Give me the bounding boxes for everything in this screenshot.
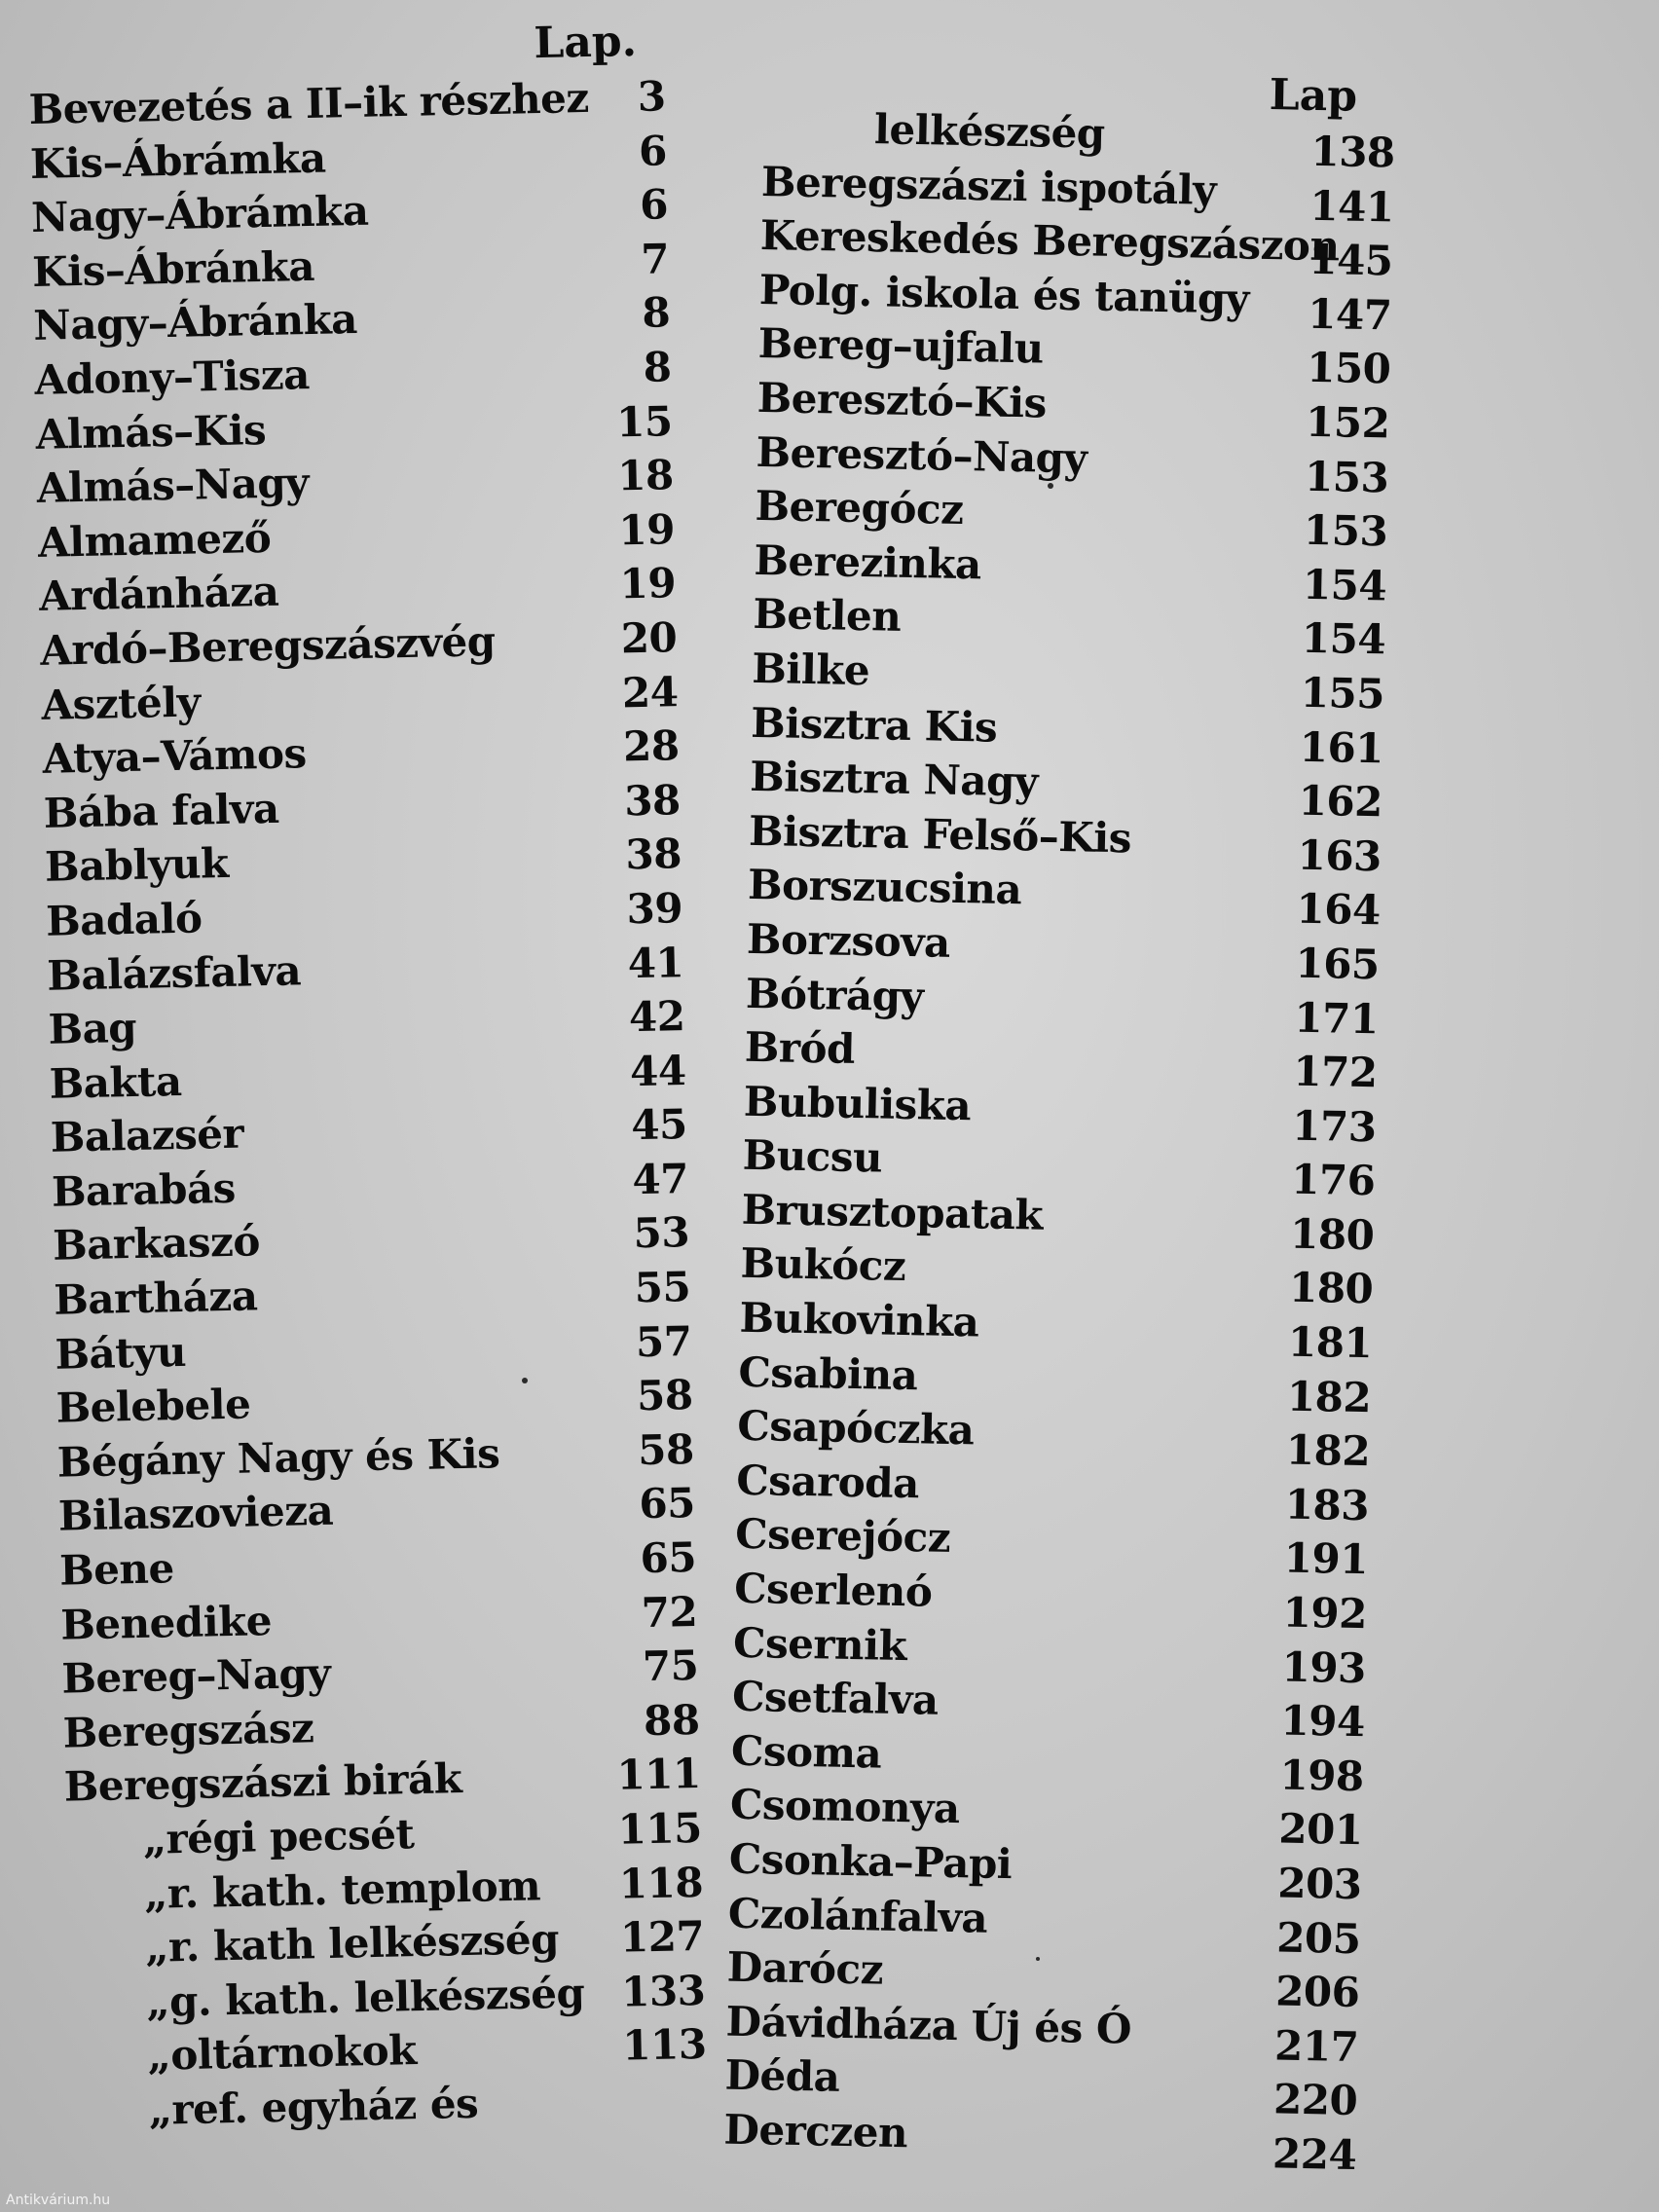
entry-title: „g. kath. lelkészség [145,1969,585,2026]
entry-page-number: 152 [1305,397,1390,448]
entry-title: Borszucsina [747,861,1022,914]
entry-page-number: 182 [1286,1372,1372,1421]
entry-title: Polg. iskola és tanügy [758,265,1250,323]
entry-title: Beregócz [755,482,964,535]
entry-title: Bubuliska [743,1077,972,1129]
entry-page-number: 20 [620,613,678,663]
entry-title: Berezinka [754,535,982,589]
entry-page-number: 180 [1288,1264,1374,1313]
entry-title: Bégány Nagy és Kis [56,1429,500,1487]
entry-title: „r. kath lelkészség [144,1915,560,1972]
entry-page-number: 176 [1290,1155,1376,1205]
right-index-column [723,29,1396,2180]
entry-page-number: 127 [619,1912,705,1962]
entry-title: Nagy–Ábrámka [30,186,369,242]
entry-page-number: 72 [641,1587,698,1637]
entry-page-number: 8 [643,343,672,391]
entry-page-number: 45 [630,1100,688,1150]
left-index-list [28,72,708,2143]
ink-speck [1048,483,1053,489]
entry-title: Bablyuk [44,839,230,892]
entry-title: Déda [724,2050,840,2102]
entry-page-number: 28 [622,721,681,771]
entry-page-number: 141 [1309,181,1395,232]
entry-title: Ardánháza [38,568,279,621]
entry-page-number: 173 [1291,1101,1377,1151]
entry-title: Csonka–Papi [728,1834,1013,1889]
entry-title: Csomonya [729,1781,961,1833]
entry-title: Balázsfalva [46,945,302,1000]
entry-page-number: 198 [1279,1751,1365,1800]
entry-page-number: 38 [623,775,682,826]
entry-title: Adony–Tisza [34,350,311,404]
entry-page-number: 57 [635,1316,692,1366]
entry-title: Atya–Vámos [42,729,308,783]
entry-title: Barabás [51,1163,237,1216]
entry-title: Csernik [732,1618,907,1670]
entry-page-number: 154 [1302,560,1387,610]
entry-title: Kereskedés Beregszászon [759,211,1340,271]
entry-page-number: 118 [618,1858,704,1908]
entry-page-number: 161 [1299,722,1384,772]
entry-page-number: 155 [1300,668,1385,719]
entry-title: Bótrágy [745,969,924,1020]
entry-page-number: 15 [615,396,674,446]
entry-page-number: 181 [1287,1317,1373,1368]
entry-page-number: 18 [616,451,675,500]
entry-title: „ref. egyház és [148,2079,479,2134]
entry-title: Bakta [49,1056,183,1108]
entry-page-number: 19 [619,559,677,608]
entry-title: Cserejócz [734,1510,951,1563]
entry-page-number: 165 [1295,939,1381,989]
entry-title: Ardó–Beregszászvég [39,617,497,675]
entry-title: Bukovinka [739,1293,979,1346]
entry-page-number: 113 [621,2020,708,2071]
entry-title: Benedike [59,1596,273,1649]
entry-page-number: 19 [617,504,676,555]
entry-title: Beresztó–Kis [756,373,1048,427]
entry-title: Bucsu [742,1131,883,1182]
entry-title: „r. kath. templom [143,1861,541,1918]
entry-title: Bukócz [740,1239,906,1291]
entry-title: lelkészség [873,105,1106,158]
entry-page-number: 8 [642,288,671,338]
entry-page-number: 164 [1296,884,1382,935]
entry-page-number: 55 [634,1263,691,1312]
entry-page-number: 88 [643,1695,701,1745]
entry-page-number: 205 [1275,1913,1361,1963]
right-index-list [723,103,1396,2180]
ink-speck [522,1378,528,1383]
entry-page-number: 163 [1297,830,1382,881]
entry-title: Barkaszó [52,1217,261,1271]
index-entry [723,2105,1357,2180]
entry-title: Bag [48,1003,137,1053]
entry-title: Bába falva [43,784,280,837]
entry-title: Derczen [723,2105,908,2157]
entry-title: Asztély [41,677,202,729]
entry-title: Almás–Nagy [36,459,310,513]
entry-title: Almamező [37,513,272,567]
entry-page-number: 182 [1285,1425,1371,1476]
entry-page-number: 153 [1303,505,1388,556]
entry-title: Bereg–ujfalu [757,319,1045,373]
entry-title: Dávidháza Új és Ó [725,1997,1132,2053]
entry-title: Czolánfalva [727,1889,988,1942]
entry-page-number: 217 [1273,2021,1359,2071]
entry-page-number: 47 [631,1154,689,1204]
entry-page-number: 172 [1292,1047,1379,1097]
entry-page-number: 192 [1282,1588,1368,1639]
entry-title: Almás–Kis [35,405,267,459]
entry-page-number: 6 [639,180,669,230]
entry-title: Nagy–Ábránka [32,295,358,350]
entry-title: Csoma [730,1726,882,1778]
left-page-header: Lap. [533,16,638,69]
entry-page-number: 147 [1307,289,1392,340]
entry-title: Kis–Ábrámka [29,133,326,188]
entry-title: Csabina [738,1347,918,1399]
entry-title: Bátyu [54,1327,187,1379]
entry-page-number: 203 [1276,1859,1363,1909]
entry-title: Cserlenó [733,1564,933,1616]
entry-page-number: 38 [624,830,682,879]
entry-page-number: 24 [621,667,679,717]
entry-page-number: 206 [1274,1967,1360,2017]
entry-title: Borzsova [746,914,951,967]
entry-page-number: 65 [640,1532,697,1583]
entry-page-number: 180 [1289,1209,1375,1260]
entry-title: Csetfalva [731,1672,940,1724]
entry-title: Bartháza [53,1272,258,1324]
ink-speck [1036,1957,1040,1961]
entry-title: Bilaszovieza [57,1487,334,1541]
entry-page-number: 133 [620,1966,706,2016]
entry-title: Beregszász [62,1704,314,1757]
entry-page-number: 65 [638,1479,696,1529]
entry-title: Beregszászi ispotály [760,157,1217,214]
entry-title: Bevezetés a II–ik részhez [28,73,590,133]
entry-page-number: 138 [1310,127,1396,177]
entry-page-number: 145 [1308,235,1394,285]
entry-page-number: 193 [1281,1642,1367,1692]
entry-title: Bisztra Felső–Kis [748,806,1132,863]
entry-title: „oltárnokok [147,2026,418,2081]
entry-title: Balazsér [50,1109,244,1162]
entry-title: Bereg–Nagy [60,1649,331,1703]
entry-page-number: 162 [1298,776,1383,827]
entry-page-number: 154 [1301,614,1386,664]
entry-page-number: 191 [1283,1533,1369,1584]
entry-page-number: 58 [637,1424,695,1475]
entry-title: „régi pecsét [142,1810,415,1863]
entry-page-number: 111 [616,1750,702,1800]
entry-title: Beresztó–Nagy [756,427,1088,483]
entry-title: Bród [744,1022,856,1074]
entry-page-number: 39 [626,884,683,934]
entry-title: Bilke [751,644,870,695]
entry-page-number: 44 [629,1046,687,1095]
entry-page-number: 115 [617,1803,703,1854]
entry-page-number: 3 [637,72,667,121]
entry-page-number: 41 [627,938,684,987]
entry-page-number: 183 [1284,1480,1370,1530]
entry-page-number: 53 [633,1208,690,1258]
entry-page-number: 224 [1272,2129,1357,2180]
entry-page-number: 42 [628,992,685,1042]
entry-page-number: 171 [1293,993,1380,1043]
entry-page-number: 6 [638,126,668,175]
entry-title: Brusztopatak [741,1185,1044,1239]
entry-page-number: 58 [636,1371,694,1420]
entry-page-number: 150 [1306,344,1391,393]
entry-title: Beregszászi birák [63,1754,462,1812]
entry-page-number: 220 [1272,2075,1358,2125]
entry-title: Csapóczka [736,1401,975,1455]
entry-title: Bisztra Nagy [749,752,1039,806]
watermark: Antikvárium.hu [6,2193,111,2208]
entry-page-number: 201 [1277,1804,1364,1855]
entry-page-number: 75 [642,1641,699,1691]
entry-page-number: 153 [1304,452,1389,501]
entry-title: Darócz [726,1942,884,1994]
entry-title: Belebele [55,1380,251,1432]
entry-page-number: 194 [1280,1696,1366,1747]
entry-page-number: 7 [640,235,670,283]
left-index-column [27,16,708,2134]
entry-title: Bisztra Kis [750,698,998,752]
entry-title: Bene [58,1544,175,1595]
entry-title: Betlen [752,590,902,642]
entry-title: Csaroda [735,1456,920,1508]
right-page-header: Lap [1269,69,1358,122]
entry-title: Badaló [45,894,203,945]
entry-title: Kis–Ábránka [31,241,315,296]
